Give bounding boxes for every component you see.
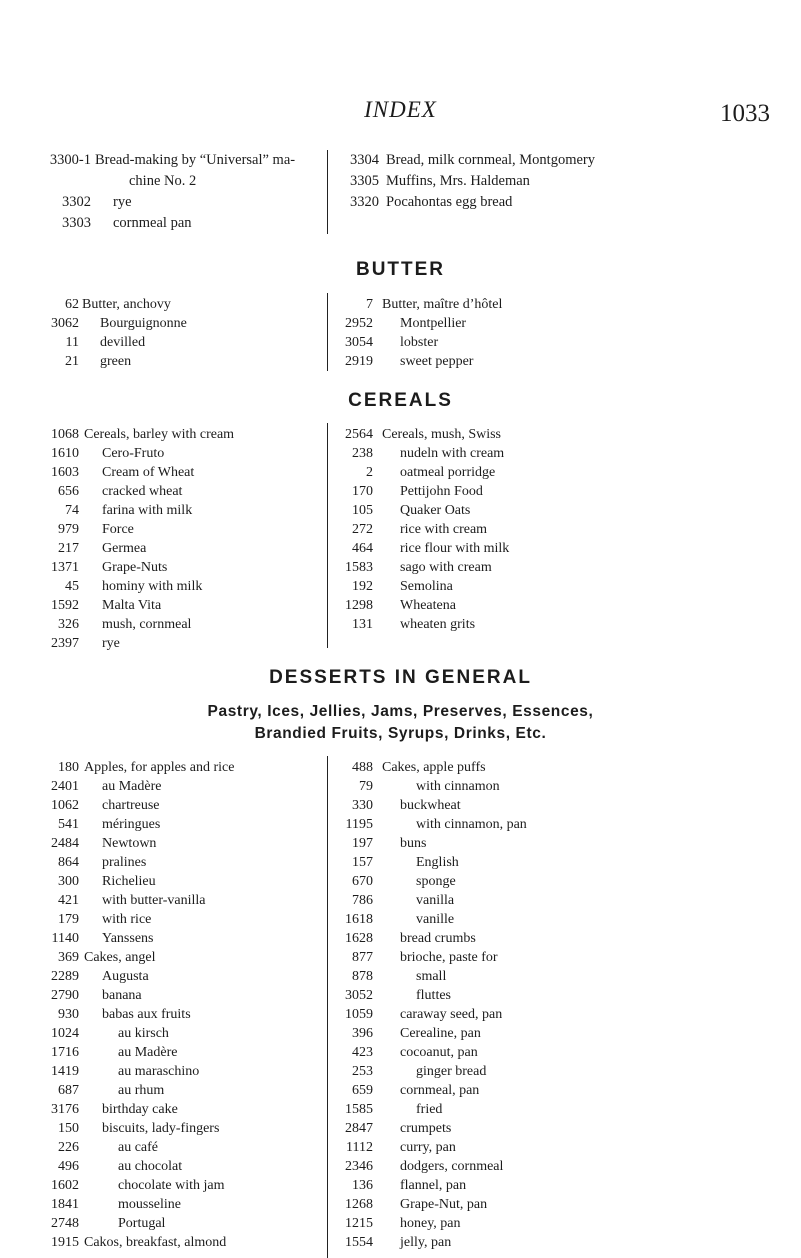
entry-number: 3305 <box>350 173 379 189</box>
index-entry <box>0 1119 801 1138</box>
entry-label: with butter-vanilla <box>102 893 206 908</box>
entry-number: 1062 <box>51 798 79 813</box>
entry-number: 7 <box>366 297 373 312</box>
entry-label: curry, pan <box>400 1140 456 1155</box>
entry-label: with cinnamon, pan <box>416 817 527 832</box>
entry-label: Cereals, barley with cream <box>84 427 235 442</box>
entry-number: 2401 <box>51 779 79 794</box>
entry-label: Grape-Nuts <box>102 560 168 575</box>
index-entry <box>0 1195 801 1214</box>
running-title: INDEX <box>364 97 437 122</box>
entry-number: 877 <box>352 950 373 965</box>
entry-label: chocolate with jam <box>118 1178 225 1193</box>
entry-label: Pettijohn Food <box>400 484 483 499</box>
desserts-subtitle-line2: Brandied Fruits, Syrups, Drinks, Etc. <box>254 725 547 742</box>
index-entry <box>0 910 801 929</box>
entry-label: wheaten grits <box>400 617 476 632</box>
entry-label: Portugal <box>118 1216 166 1231</box>
entry-number: 2 <box>366 465 373 480</box>
entry-number: 226 <box>58 1140 79 1155</box>
entry-number: 3052 <box>345 988 373 1003</box>
entry-number: 131 <box>352 617 373 632</box>
index-entry <box>0 1081 801 1100</box>
entry-number: 369 <box>58 950 79 965</box>
entry-label: au rhum <box>118 1083 165 1098</box>
entry-label: sponge <box>416 874 456 889</box>
entry-label: rye <box>102 636 120 651</box>
entry-label: bread crumbs <box>400 931 476 946</box>
desserts-right-column <box>0 758 801 1252</box>
section-title-cereals: CEREALS <box>348 390 453 411</box>
index-entry <box>0 758 801 777</box>
entry-number: 979 <box>58 522 79 537</box>
entry-label: green <box>100 354 132 369</box>
entry-number: 2346 <box>345 1159 373 1174</box>
entry-number: 62 <box>65 297 79 312</box>
entry-number: 496 <box>58 1159 79 1174</box>
entry-number: 1195 <box>345 817 373 832</box>
entry-number: 1371 <box>51 560 79 575</box>
entry-label: buns <box>400 836 427 851</box>
entry-label: banana <box>102 988 142 1003</box>
entry-number: 3176 <box>51 1102 79 1117</box>
entry-label: caraway seed, pan <box>400 1007 503 1022</box>
entry-number: 330 <box>352 798 373 813</box>
entry-label: au Madère <box>118 1045 178 1060</box>
index-entry <box>0 1100 801 1119</box>
entry-number: 687 <box>58 1083 79 1098</box>
entry-number: 1215 <box>345 1216 373 1231</box>
entry-label: Cero-Fruto <box>102 446 165 461</box>
index-entry <box>0 796 801 815</box>
index-entry <box>0 1005 801 1024</box>
index-entry <box>0 853 801 872</box>
index-entry <box>0 1157 801 1176</box>
entry-number: 3054 <box>345 335 373 350</box>
entry-label: pralines <box>102 855 147 870</box>
index-entry <box>0 333 801 352</box>
entry-number: 1059 <box>345 1007 373 1022</box>
entry-number: 3300-1 <box>49 152 91 168</box>
entry-number: 253 <box>352 1064 373 1079</box>
entry-number: 157 <box>352 855 373 870</box>
entry-label: honey, pan <box>400 1216 461 1231</box>
entry-label: Apples, for apples and rice <box>84 760 235 775</box>
entry-label: brioche, paste for <box>400 950 498 965</box>
entry-label: au chocolat <box>118 1159 183 1174</box>
entry-number: 1583 <box>345 560 373 575</box>
entry-label: mush, cornmeal <box>102 617 192 632</box>
entry-label: au maraschino <box>118 1064 200 1079</box>
entry-label: Montpellier <box>400 316 467 331</box>
entry-number: 2484 <box>51 836 79 851</box>
entry-number: 1841 <box>51 1197 79 1212</box>
entry-label: Pocahontas egg bread <box>386 194 513 210</box>
index-entry <box>0 1043 801 1062</box>
page-header <box>0 0 801 130</box>
entry-number: 2397 <box>51 636 79 651</box>
butter-right-column <box>0 295 801 371</box>
entry-label: rye <box>113 194 132 210</box>
entry-number: 670 <box>352 874 373 889</box>
index-entry <box>0 834 801 853</box>
index-entry <box>0 1176 801 1195</box>
entry-label: cracked wheat <box>102 484 183 499</box>
entry-label: Wheatena <box>400 598 456 613</box>
entry-label: Cakes, angel <box>84 950 156 965</box>
entry-number: 197 <box>352 836 373 851</box>
section-title-butter: BUTTER <box>355 259 446 280</box>
entry-label: Cakos, breakfast, almond <box>84 1235 227 1250</box>
entry-number: 464 <box>352 541 373 556</box>
index-entry <box>0 539 801 558</box>
entry-number: 11 <box>65 335 79 350</box>
entry-number: 1268 <box>345 1197 373 1212</box>
entry-label: hominy with milk <box>102 579 203 594</box>
entry-number: 1628 <box>345 931 373 946</box>
entry-number: 300 <box>58 874 79 889</box>
index-entry <box>0 352 801 371</box>
index-entry <box>0 1138 801 1157</box>
entry-number: 2289 <box>51 969 79 984</box>
entry-number: 656 <box>58 484 79 499</box>
index-entry <box>0 213 330 234</box>
page-number: 1033 <box>720 100 770 127</box>
entry-number: 150 <box>58 1121 79 1136</box>
entry-label: English <box>416 855 459 870</box>
entry-label: biscuits, lady-fingers <box>102 1121 220 1136</box>
index-entry <box>0 967 801 986</box>
entry-number: 488 <box>352 760 373 775</box>
entry-number: 2952 <box>345 316 373 331</box>
index-entry <box>0 815 801 834</box>
entry-label: Malta Vita <box>102 598 162 613</box>
entry-label: lobster <box>400 335 439 350</box>
entry-number: 2564 <box>345 427 373 442</box>
index-entry <box>0 777 801 796</box>
index-entry <box>0 444 801 463</box>
entry-number: 3302 <box>62 194 91 210</box>
index-entry <box>0 482 801 501</box>
index-entry <box>0 520 801 539</box>
index-entry <box>0 891 801 910</box>
index-entry <box>0 295 801 314</box>
entry-label: with rice <box>102 912 152 927</box>
entry-label: Richelieu <box>102 874 156 889</box>
entry-number: 421 <box>58 893 79 908</box>
index-entry <box>0 150 801 171</box>
entry-label: Muffins, Mrs. Haldeman <box>386 173 530 189</box>
index-entry <box>0 425 801 444</box>
entry-label: Butter, anchovy <box>82 297 171 312</box>
entry-number: 2919 <box>345 354 373 369</box>
entry-label: Bourguignonne <box>100 316 187 331</box>
entry-number: 326 <box>58 617 79 632</box>
entry-label: cornmeal pan <box>113 215 192 231</box>
index-entry <box>0 1233 801 1252</box>
entry-number: 79 <box>359 779 373 794</box>
entry-label: fluttes <box>416 988 451 1003</box>
entry-number: 396 <box>352 1026 373 1041</box>
entry-number: 1618 <box>345 912 373 927</box>
index-entry <box>0 171 801 192</box>
entry-label: small <box>416 969 447 984</box>
entry-label: fried <box>416 1102 443 1117</box>
entry-label: with cinnamon <box>416 779 500 794</box>
entry-label: Cream of Wheat <box>102 465 195 480</box>
entry-label: Bread-making by “Universal” ma- <box>95 152 296 168</box>
entry-label: birthday cake <box>102 1102 178 1117</box>
entry-label: Butter, maître d’hôtel <box>382 297 503 312</box>
index-entry <box>0 1062 801 1081</box>
entry-number: 21 <box>65 354 79 369</box>
entry-number: 3062 <box>51 316 79 331</box>
index-entry <box>0 596 801 615</box>
entry-label: crumpets <box>400 1121 452 1136</box>
entry-label: cornmeal, pan <box>400 1083 480 1098</box>
entry-label: Yanssens <box>102 931 154 946</box>
index-entry <box>0 501 801 520</box>
entry-label: Semolina <box>400 579 453 594</box>
entry-number: 1610 <box>51 446 79 461</box>
index-entry <box>0 872 801 891</box>
entry-label: au Madère <box>102 779 162 794</box>
entry-label: nudeln with cream <box>400 446 505 461</box>
entry-number: 786 <box>352 893 373 908</box>
cereals-right-column <box>0 425 801 634</box>
index-entry <box>0 615 801 634</box>
entry-number: 3304 <box>350 152 379 168</box>
index-entry <box>0 577 801 596</box>
entry-number: 1602 <box>51 1178 79 1193</box>
entry-number: 1112 <box>346 1140 373 1155</box>
entry-label: jelly, pan <box>400 1235 452 1250</box>
index-entry <box>0 948 801 967</box>
index-entry <box>0 558 801 577</box>
entry-label: babas aux fruits <box>102 1007 191 1022</box>
section-title-desserts: DESSERTS IN GENERAL <box>269 667 532 688</box>
entry-number: 3320 <box>350 194 379 210</box>
index-entry <box>0 1024 801 1043</box>
entry-label: devilled <box>100 335 146 350</box>
entry-number: 930 <box>58 1007 79 1022</box>
entry-label: Germea <box>102 541 147 556</box>
entry-number: 1585 <box>345 1102 373 1117</box>
index-entry <box>0 929 801 948</box>
entry-label: Quaker Oats <box>400 503 471 518</box>
entry-label: buckwheat <box>400 798 461 813</box>
entry-number: 180 <box>58 760 79 775</box>
entry-number: 1592 <box>51 598 79 613</box>
entry-label: Cakes, apple puffs <box>382 760 486 775</box>
entry-label: Grape-Nut, pan <box>400 1197 488 1212</box>
entry-number: 3303 <box>62 215 91 231</box>
index-entry <box>0 986 801 1005</box>
entry-number: 2847 <box>345 1121 373 1136</box>
index-entry <box>0 314 801 333</box>
entry-label: sago with cream <box>400 560 492 575</box>
entry-label: chine No. 2 <box>129 173 197 189</box>
entry-number: 217 <box>58 541 79 556</box>
entry-number: 170 <box>352 484 373 499</box>
entry-label: vanille <box>416 912 455 927</box>
entry-number: 659 <box>352 1083 373 1098</box>
entry-label: chartreuse <box>102 798 160 813</box>
entry-label: au café <box>118 1140 159 1155</box>
entry-label: Augusta <box>102 969 149 984</box>
index-entry <box>0 463 801 482</box>
entry-label: Cerealine, pan <box>400 1026 481 1041</box>
entry-number: 1716 <box>51 1045 79 1060</box>
entry-number: 878 <box>352 969 373 984</box>
entry-number: 2748 <box>51 1216 79 1231</box>
entry-number: 45 <box>65 579 79 594</box>
entry-number: 2790 <box>51 988 79 1003</box>
entry-number: 136 <box>352 1178 373 1193</box>
entry-number: 1024 <box>51 1026 79 1041</box>
entry-label: oatmeal porridge <box>400 465 496 480</box>
entry-label: ginger bread <box>416 1064 487 1079</box>
entry-label: Force <box>102 522 134 537</box>
entry-number: 1554 <box>345 1235 373 1250</box>
entry-label: Cereals, mush, Swiss <box>382 427 501 442</box>
entry-number: 74 <box>65 503 79 518</box>
entry-label: farina with milk <box>102 503 193 518</box>
entry-number: 179 <box>58 912 79 927</box>
entry-number: 423 <box>352 1045 373 1060</box>
entry-label: Newtown <box>102 836 157 851</box>
entry-number: 272 <box>352 522 373 537</box>
entry-label: sweet pepper <box>400 354 474 369</box>
entry-label: Bread, milk cornmeal, Montgomery <box>386 152 595 168</box>
entry-number: 541 <box>58 817 79 832</box>
entry-number: 864 <box>58 855 79 870</box>
desserts-subtitle-line1: Pastry, Ices, Jellies, Jams, Preserves, Essences, <box>207 703 594 720</box>
entry-label: au kirsch <box>118 1026 169 1041</box>
entry-number: 1140 <box>51 931 79 946</box>
entry-label: rice with cream <box>400 522 488 537</box>
entry-number: 238 <box>352 446 373 461</box>
entry-label: cocoanut, pan <box>400 1045 478 1060</box>
index-entry <box>0 634 330 653</box>
index-entry <box>0 192 801 213</box>
entry-number: 1603 <box>51 465 79 480</box>
entry-number: 105 <box>352 503 373 518</box>
entry-number: 1068 <box>51 427 79 442</box>
entry-label: dodgers, cornmeal <box>400 1159 504 1174</box>
entry-label: méringues <box>102 817 161 832</box>
entry-number: 1298 <box>345 598 373 613</box>
entry-label: mousseline <box>118 1197 181 1212</box>
entry-number: 1419 <box>51 1064 79 1079</box>
entry-number: 192 <box>352 579 373 594</box>
entry-number: 1915 <box>51 1235 79 1250</box>
bread-right-column <box>0 150 801 213</box>
entry-label: flannel, pan <box>400 1178 467 1193</box>
entry-label: rice flour with milk <box>400 541 510 556</box>
entry-label: vanilla <box>416 893 455 908</box>
